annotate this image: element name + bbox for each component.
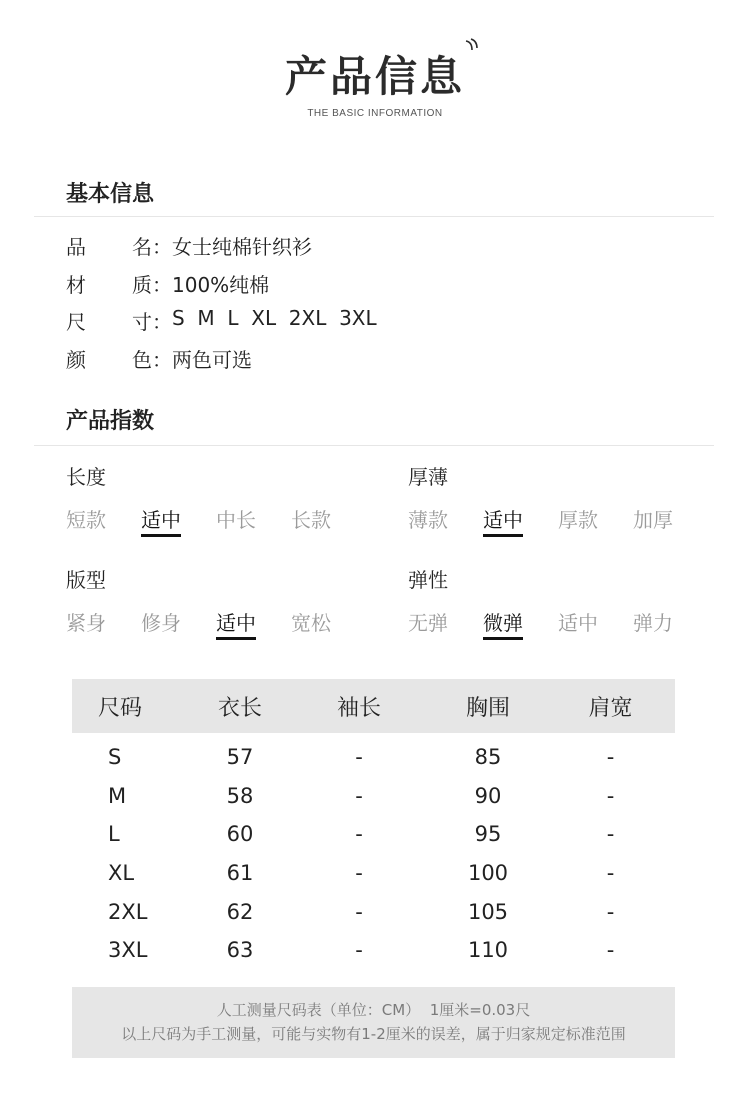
table-cell: 62	[226, 899, 254, 924]
info-colon: ：	[152, 310, 172, 334]
index-label: 版型	[66, 568, 106, 592]
info-colon: ：	[152, 348, 172, 372]
table-cell: 95	[474, 822, 502, 847]
table-cell: L	[108, 822, 120, 847]
table-row	[72, 892, 675, 931]
table-header-cell: 尺码	[98, 695, 143, 721]
index-options	[66, 504, 366, 537]
index-option: 弹力	[633, 611, 673, 635]
index-option: 适中	[558, 611, 598, 635]
table-cell: -	[355, 938, 363, 963]
table-cell: -	[355, 899, 363, 924]
table-header-row	[72, 679, 675, 733]
table-cell: -	[355, 783, 363, 808]
index-group-thickness	[408, 461, 708, 537]
table-cell: 85	[474, 745, 502, 770]
info-key-char: 质	[132, 273, 152, 297]
info-row-name	[66, 231, 312, 260]
table-row	[72, 931, 675, 970]
index-option: 薄款	[408, 508, 448, 532]
info-key	[66, 344, 152, 373]
table-cell: 90	[474, 783, 502, 808]
table-cell: M	[108, 783, 127, 808]
index-label: 厚薄	[408, 465, 448, 489]
info-value: 100%纯棉	[172, 273, 270, 297]
index-label: 弹性	[408, 568, 448, 592]
table-cell: 105	[467, 899, 509, 924]
table-cell: -	[606, 822, 615, 847]
table-cell: S	[108, 745, 122, 770]
table-header-cell: 衣长	[217, 695, 262, 721]
info-row-size	[66, 306, 377, 335]
table-cell: 100	[467, 861, 509, 886]
title-accent-icon	[463, 38, 479, 54]
index-option-selected: 适中	[483, 504, 558, 537]
info-value: 女士纯棉针织衫	[172, 235, 312, 259]
info-key	[66, 231, 152, 260]
index-option: 长款	[291, 508, 331, 532]
info-key-char: 颜	[66, 348, 86, 372]
table-cell: 57	[226, 745, 254, 770]
table-row	[72, 777, 675, 816]
index-group-elasticity	[408, 564, 708, 640]
page-header	[0, 44, 750, 119]
product-index-title: 产品指数	[66, 409, 155, 434]
table-cell: -	[355, 861, 363, 886]
index-option: 无弹	[408, 611, 448, 635]
table-cell: -	[355, 822, 363, 847]
info-key	[66, 306, 152, 335]
info-colon: ：	[152, 273, 172, 297]
info-colon: ：	[152, 235, 172, 259]
index-option: 加厚	[633, 508, 673, 532]
index-options	[408, 504, 708, 537]
info-value: S M L XL 2XL 3XL	[172, 306, 377, 330]
index-group-length	[66, 461, 366, 537]
table-cell: 58	[226, 783, 254, 808]
table-cell: 61	[226, 861, 254, 886]
info-key-char: 寸	[132, 310, 152, 334]
info-key	[66, 269, 152, 298]
table-cell: XL	[108, 861, 135, 886]
index-label: 长度	[66, 465, 106, 489]
table-row	[72, 815, 675, 854]
page-title-text: 产品信息	[284, 52, 465, 101]
info-row-material	[66, 269, 269, 298]
product-index-divider	[34, 445, 714, 446]
note-line-1: 人工测量尺码表（单位：CM） 1厘米=0.03尺	[216, 1001, 531, 1019]
index-option: 宽松	[291, 611, 331, 635]
index-option-selected: 微弹	[483, 607, 558, 640]
note-line-2: 以上尺码为手工测量，可能与实物有1-2厘米的误差，属于归家规定标准范围	[121, 1025, 626, 1043]
basic-info-divider	[34, 216, 714, 217]
page-subtitle: THE BASIC INFORMATION	[307, 108, 443, 119]
size-table	[72, 679, 675, 970]
table-cell: -	[606, 899, 615, 924]
index-option: 中长	[216, 508, 256, 532]
table-cell: -	[355, 745, 363, 770]
info-key-char: 材	[66, 273, 86, 297]
table-cell: 3XL	[108, 938, 148, 963]
info-row-color	[66, 344, 252, 373]
info-key-char: 品	[66, 235, 86, 259]
index-option-selected: 适中	[141, 504, 216, 537]
table-cell: -	[606, 745, 615, 770]
index-option: 短款	[66, 508, 106, 532]
table-body	[72, 733, 675, 970]
table-header-cell: 袖长	[336, 695, 381, 721]
table-cell: 60	[226, 822, 254, 847]
table-cell: -	[606, 861, 615, 886]
index-option: 厚款	[558, 508, 598, 532]
index-option-selected: 适中	[216, 607, 291, 640]
info-key-char: 色	[132, 348, 152, 372]
page-title	[285, 44, 465, 104]
measurement-note	[72, 987, 675, 1058]
table-header-cell: 肩宽	[588, 695, 633, 721]
basic-info-title: 基本信息	[66, 182, 155, 207]
table-cell: -	[606, 783, 615, 808]
table-header-cell: 胸围	[465, 695, 510, 721]
table-row	[72, 738, 675, 777]
table-row	[72, 854, 675, 893]
table-cell: 2XL	[108, 899, 148, 924]
index-group-fit	[66, 564, 366, 640]
table-cell: 110	[467, 938, 509, 963]
info-key-char: 名	[132, 235, 152, 259]
index-option: 紧身	[66, 611, 106, 635]
info-key-char: 尺	[66, 310, 86, 334]
table-cell: -	[606, 938, 615, 963]
info-value: 两色可选	[172, 348, 252, 372]
index-options	[408, 607, 708, 640]
index-options	[66, 607, 366, 640]
index-option: 修身	[141, 611, 181, 635]
table-cell: 63	[226, 938, 254, 963]
